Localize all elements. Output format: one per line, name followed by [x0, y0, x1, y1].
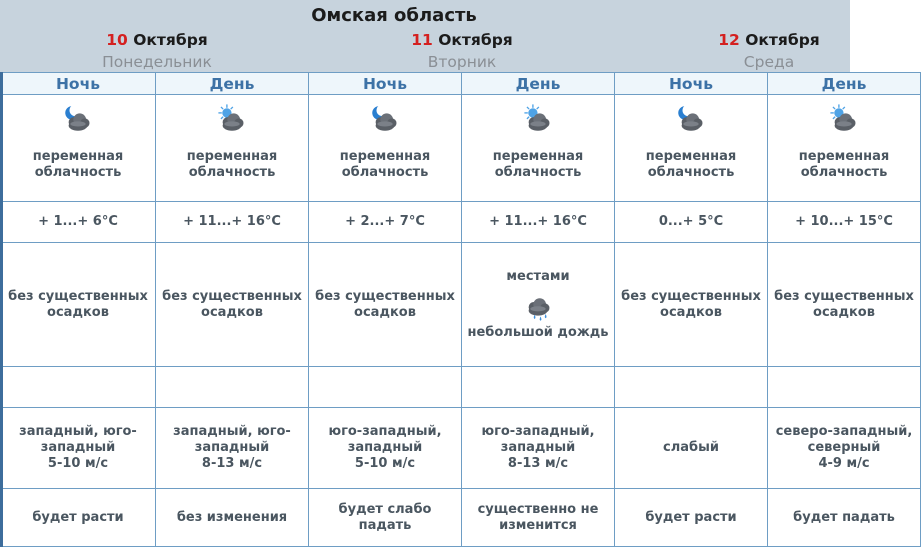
wind-speed: 4-9 м/с — [818, 456, 870, 471]
weekday-day-3: Среда — [743, 53, 795, 71]
temperature-cell: + 1...+ 6°C — [1, 202, 156, 243]
rain-cloud-icon — [521, 291, 555, 325]
date-day-2 — [362, 31, 562, 49]
wind-speed: 5-10 м/с — [47, 456, 109, 471]
precipitation-cell: без существенных осадков — [309, 243, 462, 367]
precipitation-cell: без существенных осадков — [615, 243, 768, 367]
wind-speed: 8-13 м/с — [507, 456, 569, 471]
date-number: 10 — [106, 31, 128, 49]
sun-cloud-icon — [215, 101, 249, 135]
date-number: 11 — [411, 31, 433, 49]
precipitation-qualifier: местами — [506, 268, 570, 284]
wind-speed: 5-10 м/с — [354, 456, 416, 471]
moon-cloud-icon — [368, 101, 402, 135]
wind-direction: западный, юго-западный — [19, 424, 137, 455]
blank-cell — [309, 367, 462, 408]
precipitation-row — [1, 243, 921, 367]
sun-cloud-icon — [521, 101, 555, 135]
wind-direction: западный, юго-западный — [173, 424, 291, 455]
wind-direction: юго-западный, западный — [328, 424, 442, 455]
trend-cell: будет падать — [768, 489, 921, 547]
cloudiness-text: переменная облачность — [492, 149, 584, 180]
blank-cell — [768, 367, 921, 408]
cloudiness-cell — [1, 95, 156, 202]
wind-direction: северо-западный, северный — [775, 424, 913, 455]
trend-cell: без изменения — [156, 489, 309, 547]
cloudiness-cell — [615, 95, 768, 202]
wind-row — [1, 408, 921, 489]
wind-cell — [156, 408, 309, 489]
blank-cell — [1, 367, 156, 408]
table-left-border — [0, 72, 3, 547]
cloudiness-text: переменная облачность — [186, 149, 278, 180]
cloudiness-row — [1, 95, 921, 202]
cloudiness-text: переменная облачность — [32, 149, 124, 180]
wind-direction: юго-западный, западный — [481, 424, 595, 455]
wind-cell — [1, 408, 156, 489]
trend-cell: будет расти — [615, 489, 768, 547]
period-cell: Ночь — [309, 73, 462, 95]
period-cell: Ночь — [615, 73, 768, 95]
temperature-cell: + 10...+ 15°C — [768, 202, 921, 243]
pressure-trend-row — [1, 489, 921, 547]
period-row — [1, 73, 921, 95]
temperature-row — [1, 202, 921, 243]
wind-cell — [462, 408, 615, 489]
precipitation-cell: без существенных осадков — [156, 243, 309, 367]
date-day-1 — [57, 31, 257, 49]
weekday-day-1: Понедельник — [102, 53, 212, 71]
date-month: Октября — [745, 31, 820, 49]
period-cell: День — [156, 73, 309, 95]
wind-cell — [768, 408, 921, 489]
wind-cell — [615, 408, 768, 489]
blank-cell — [156, 367, 309, 408]
temperature-cell: + 11...+ 16°C — [462, 202, 615, 243]
period-cell: День — [768, 73, 921, 95]
cloudiness-cell — [309, 95, 462, 202]
sun-cloud-icon — [827, 101, 861, 135]
cloudiness-text: переменная облачность — [645, 149, 737, 180]
wind-speed: слабый — [663, 440, 719, 455]
date-number: 12 — [718, 31, 740, 49]
cloudiness-cell — [156, 95, 309, 202]
temperature-cell: 0...+ 5°C — [615, 202, 768, 243]
cloudiness-cell — [462, 95, 615, 202]
temperature-cell: + 11...+ 16°C — [156, 202, 309, 243]
date-day-3 — [669, 31, 869, 49]
blank-cell — [462, 367, 615, 408]
moon-cloud-icon — [61, 101, 95, 135]
blank-cell — [615, 367, 768, 408]
date-month: Октября — [133, 31, 208, 49]
blank-row — [1, 367, 921, 408]
wind-cell — [309, 408, 462, 489]
wind-speed: 8-13 м/с — [201, 456, 263, 471]
trend-cell: будет слабо падать — [309, 489, 462, 547]
precipitation-cell: без существенных осадков — [1, 243, 156, 367]
temperature-cell: + 2...+ 7°C — [309, 202, 462, 243]
period-cell: День — [462, 73, 615, 95]
region-title: Омская область — [311, 5, 477, 26]
trend-cell: существенно не изменится — [462, 489, 615, 547]
precipitation-cell — [462, 243, 615, 367]
moon-cloud-icon — [674, 101, 708, 135]
weekday-day-2: Вторник — [427, 53, 497, 71]
forecast-table — [0, 72, 921, 547]
forecast-header — [0, 0, 850, 72]
precipitation-cell: без существенных осадков — [768, 243, 921, 367]
date-month: Октября — [438, 31, 513, 49]
cloudiness-cell — [768, 95, 921, 202]
cloudiness-text: переменная облачность — [339, 149, 431, 180]
precipitation-text: небольшой дождь — [467, 324, 609, 340]
trend-cell: будет расти — [1, 489, 156, 547]
cloudiness-text: переменная облачность — [798, 149, 890, 180]
period-cell: Ночь — [1, 73, 156, 95]
